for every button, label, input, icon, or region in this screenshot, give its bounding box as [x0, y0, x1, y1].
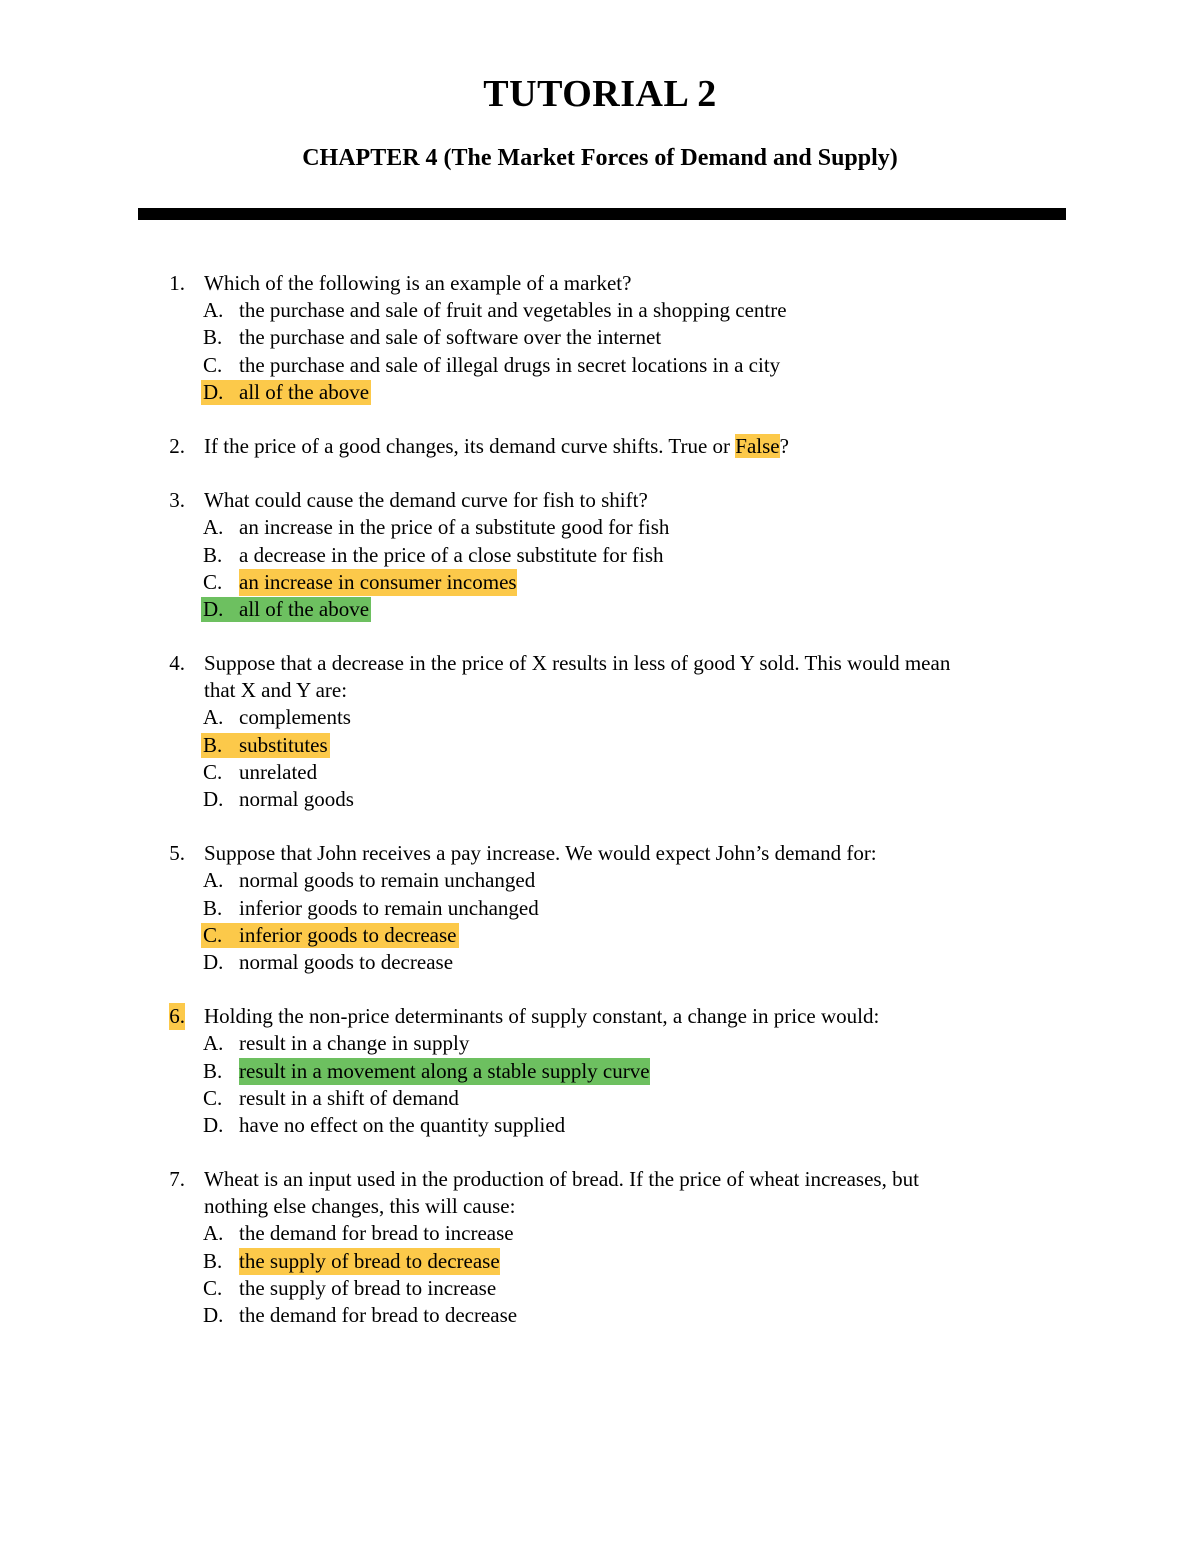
- question-item: [0, 650, 1200, 813]
- answer-option: [0, 949, 1200, 976]
- question-list: [0, 270, 1200, 1356]
- question-item: [0, 1166, 1200, 1329]
- question-stem: [204, 433, 789, 460]
- chapter-subtitle: CHAPTER 4 (The Market Forces of Demand and Supply): [302, 145, 898, 171]
- option-text: the purchase and sale of illegal drugs in secret locations in a city: [239, 352, 781, 377]
- option-text: unrelated: [239, 759, 318, 784]
- question-stem-line: [0, 1003, 1200, 1030]
- question-number: 3.: [169, 488, 185, 513]
- answer-option: [0, 542, 1200, 569]
- option-letter: C.: [203, 1275, 223, 1300]
- option-text: normal goods to remain unchanged: [239, 868, 536, 893]
- question-stem: Which of the following is an example of a market?: [204, 271, 632, 295]
- option-text: result in a shift of demand: [239, 1085, 459, 1110]
- question-item: [0, 840, 1200, 976]
- question-item: [0, 487, 1200, 623]
- question-stem-line: [0, 677, 1200, 704]
- option-letter: C.: [203, 922, 223, 947]
- answer-option: [0, 1248, 1200, 1275]
- answer-option: [0, 1220, 1200, 1247]
- answer-option: [0, 569, 1200, 596]
- question-stem-line: [0, 433, 1200, 460]
- question-stem: Suppose that a decrease in the price of X results in less of good Y sold. This would mean: [204, 651, 951, 676]
- question-stem: Wheat is an input used in the production of bread. If the price of wheat increases, but: [204, 1167, 919, 1192]
- answer-option: [0, 867, 1200, 894]
- question-item: [0, 270, 1200, 406]
- answer-option: [0, 1112, 1200, 1139]
- option-letter: A.: [203, 1221, 224, 1246]
- question-number: 4.: [169, 651, 185, 676]
- question-stem: Holding the non-price determinants of supply constant, a change in price would:: [204, 1004, 880, 1029]
- option-letter: A.: [203, 515, 224, 540]
- answer-option: [0, 759, 1200, 786]
- question-number: 5.: [169, 841, 185, 866]
- option-text: inferior goods to decrease: [239, 922, 457, 947]
- option-letter: D.: [203, 379, 224, 404]
- answer-option: [0, 324, 1200, 351]
- option-letter: D.: [203, 1303, 224, 1327]
- question-stem: that X and Y are:: [204, 678, 348, 703]
- question-stem: Suppose that John receives a pay increase. We would expect John’s demand for:: [204, 841, 877, 866]
- highlighted-answer: False: [735, 433, 780, 458]
- question-number: 2.: [169, 433, 185, 458]
- option-letter: B.: [203, 732, 223, 757]
- option-text: result in a change in supply: [239, 1031, 470, 1056]
- option-text: a decrease in the price of a close substitute for fish: [239, 542, 664, 567]
- option-letter: B.: [203, 1058, 223, 1083]
- option-text: normal goods: [239, 787, 354, 811]
- answer-option: [0, 514, 1200, 541]
- question-stem: What could cause the demand curve for fish to shift?: [204, 488, 648, 513]
- answer-option: [0, 1058, 1200, 1085]
- option-letter: B.: [203, 325, 223, 350]
- answer-option: [0, 379, 1200, 406]
- answer-option: [0, 1085, 1200, 1112]
- option-text: an increase in consumer incomes: [239, 569, 517, 596]
- option-text: have no effect on the quantity supplied: [239, 1112, 566, 1137]
- option-text: all of the above: [239, 596, 370, 621]
- option-letter: C.: [203, 1085, 223, 1110]
- option-letter: C.: [203, 352, 223, 377]
- option-text: the purchase and sale of fruit and vegetables in a shopping centre: [239, 298, 787, 323]
- question-number: 1.: [169, 271, 185, 295]
- question-stem: nothing else changes, this will cause:: [204, 1194, 516, 1219]
- option-letter: B.: [203, 895, 223, 920]
- option-text: the supply of bread to decrease: [239, 1248, 500, 1275]
- question-stem-line: [0, 487, 1200, 514]
- answer-option: [0, 1302, 1200, 1329]
- answer-option: [0, 786, 1200, 813]
- question-stem-line: [0, 1193, 1200, 1220]
- question-item: [0, 433, 1200, 460]
- option-letter: C.: [203, 759, 223, 784]
- option-text: the supply of bread to increase: [239, 1275, 497, 1300]
- option-letter: A.: [203, 298, 224, 323]
- option-text: normal goods to decrease: [239, 949, 454, 974]
- answer-option: [0, 1275, 1200, 1302]
- option-text: the demand for bread to increase: [239, 1221, 514, 1246]
- option-text: substitutes: [239, 732, 328, 757]
- question-stem-line: [0, 270, 1200, 297]
- option-letter: D.: [203, 596, 224, 621]
- option-letter: A.: [203, 868, 224, 893]
- option-text: inferior goods to remain unchanged: [239, 895, 539, 920]
- option-letter: A.: [203, 1031, 224, 1056]
- option-letter: B.: [203, 542, 223, 567]
- option-text: all of the above: [239, 379, 370, 404]
- answer-option: [0, 895, 1200, 922]
- page-title: TUTORIAL 2: [483, 73, 717, 115]
- question-stem-line: [0, 840, 1200, 867]
- question-stem-line: [0, 650, 1200, 677]
- header-divider: [138, 208, 1066, 220]
- option-letter: B.: [203, 1248, 223, 1273]
- answer-option: [0, 732, 1200, 759]
- question-number: 7.: [169, 1167, 185, 1192]
- option-letter: D.: [203, 787, 224, 811]
- option-letter: D.: [203, 1112, 224, 1137]
- answer-option: [0, 297, 1200, 324]
- question-stem-line: [0, 1166, 1200, 1193]
- answer-option: [0, 596, 1200, 623]
- option-text: complements: [239, 705, 351, 730]
- option-letter: C.: [203, 569, 223, 594]
- option-text: the purchase and sale of software over the internet: [239, 325, 662, 350]
- answer-option: [0, 1030, 1200, 1057]
- option-letter: D.: [203, 949, 224, 974]
- answer-option: [0, 352, 1200, 379]
- option-text: an increase in the price of a substitute good for fish: [239, 515, 670, 540]
- question-number: 6.: [169, 1003, 185, 1030]
- option-letter: A.: [203, 705, 224, 730]
- question-item: [0, 1003, 1200, 1139]
- answer-option: [0, 704, 1200, 731]
- stem-text: ?: [779, 433, 789, 458]
- option-text: the demand for bread to decrease: [239, 1303, 518, 1327]
- option-text: result in a movement along a stable supply curve: [239, 1058, 650, 1085]
- stem-text: If the price of a good changes, its demand curve shifts. True or: [204, 433, 736, 458]
- answer-option: [0, 922, 1200, 949]
